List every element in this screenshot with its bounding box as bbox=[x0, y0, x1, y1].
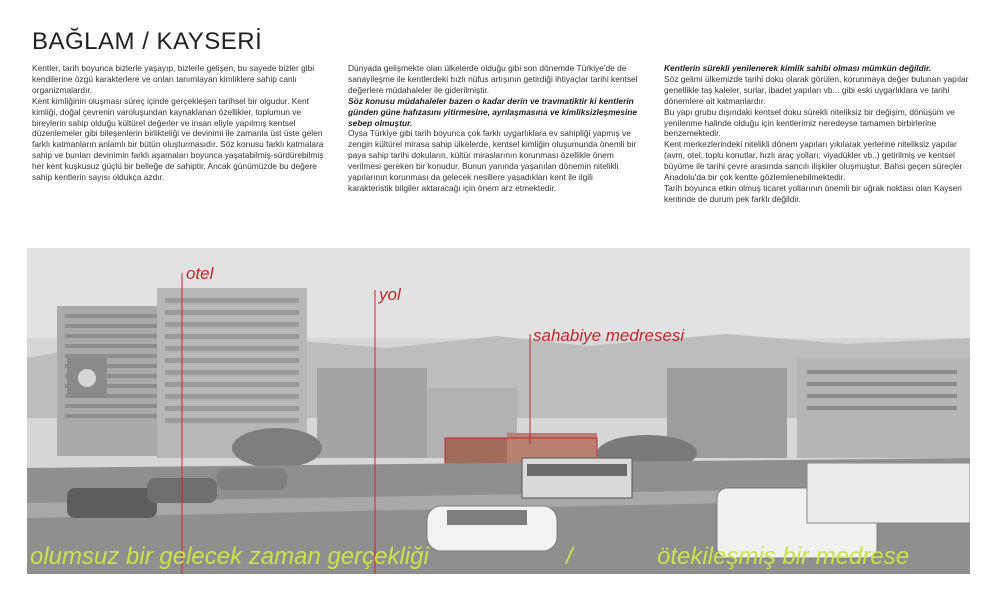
text-column-3 bbox=[664, 63, 969, 205]
emphasis-paragraph: Kentlerin sürekli yenilenerek kimlik sahibi olması mümkün değildir. bbox=[664, 63, 932, 73]
paragraph: Kentler, tarih boyunca bizlerle yaşayıp, bizlerle gelişen, bu sayede bizler gibi kendilerine özgü karakterlere ve onları tanımlayan kimliklere sahip canlı organizmalardır. bbox=[32, 63, 315, 95]
text-column-2 bbox=[348, 63, 638, 194]
label-yol: yol bbox=[379, 285, 401, 304]
paragraph: Tarih boyunca etkin olmuş ticaret yollarının önemli bir uğrak noktası olan Kayseri kentinde de durum pek farklı değildir. bbox=[664, 182, 962, 204]
paragraph: Kent kimliğinin oluşması süreç içinde gerçekleşen tarihsel bir olgudur. Kent kimliği, doğal çevrenin varoluşundan kaynaklanan özellikler, toplumun ve bireylerin sahip olduğu kültürel değerler ve insan eliyle yapılmış kentsel düzenlemeler gibi bileşenlerin birlikteliği ve devinimi ile zamanla üst üste gelen farklı katmanların anlamlı bir bütün oluşturmasıdır. Söz konusu farklı katmalara sahip ve bunları devinimin farklı aşamaları boyunca yaşatabilmiş-sürdürebilmiş her kent kuşkusuz güçlü bir belleğe de sahiptir. Ancak günümüzde bu değere sahip kentlerin sayısı oldukça azdır. bbox=[32, 95, 324, 183]
caption-slash: / bbox=[566, 543, 573, 570]
label-sahabiye-medresesi: sahabiye medresesi bbox=[533, 326, 685, 345]
paragraph: Oysa Türkiye gibi tarih boyunca çok farklı uygarlıklara ev sahipliği yapmış ve zengin kültürel mirasa sahip ülkelerde, kentsel kimliğin oluşumunda önemli bir paya sahip tarihi dokuların, kültür miraslarının korunması özellikle önem verilmesi gereken bir konudur. Bunun yanında yaşanılan dönemin nitelikli yapılarının korunması da gelecek nesillere yaşadıkları kent ile ilgili karakteristik bilgiler aktaracağı için önem arz etmektedir. bbox=[348, 128, 637, 193]
emphasis-paragraph: Söz konusu müdahaleler bazen o kadar derin ve travmatiktir ki kentlerin günden güne hafızasını yitirmesine, ayrılaşmasına ve kimliksizleşmesine sebep olmuştur. bbox=[348, 95, 638, 128]
text-column-1 bbox=[32, 63, 327, 183]
caption-left: olumsuz bir gelecek zaman gerçekliği bbox=[30, 543, 429, 570]
street-photo-collage bbox=[27, 248, 970, 574]
caption-right: ötekileşmiş bir medrese bbox=[657, 543, 910, 570]
paragraph: Bu yapı grubu dışındaki kentsel doku sürekli niteliksiz bir değişim, dönüşüm ve yenilenme halinde olduğu için kentlerimiz neredeyse tamamen birbirlerine benzemektedir. bbox=[664, 106, 955, 139]
page-title: BAĞLAM / KAYSERİ bbox=[32, 28, 263, 55]
paragraph: Kent merkezlerindeki nitelikli dönem yapıları yıkılarak yerlerine niteliksiz yapılar (avm, otel, toplu konutlar, hızlı araç yolları, viyadükler vb..) getirilmiş ve kentsel büyüme ile tarihi çevre arasında sancılı ilişkiler oluşmuştur. Bahsi geçen süreçler Anadolu'da bir çok kentte gözlemlenebilmektedir. bbox=[664, 139, 963, 183]
paragraph: Dünyada gelişmekte olan ülkelerde olduğu gibi son dönemde Türkiye'de de sanayileşme ile kentlerdeki hızlı nüfus artışının getirdiği ihtiyaçlar tarihi kentsel değerlere müdahaleler ile giderilmiştir. bbox=[348, 63, 638, 95]
street-scene-illustration bbox=[27, 248, 970, 574]
label-otel: otel bbox=[186, 264, 214, 283]
paragraph: Söz gelimi ülkemizde tarihi doku olarak görülen, korunmaya değer bulunan yapılar genellikle taş kaleler, surlar, ibadet yapıları vb... gibi eski uygarlıklara ve tarihi dönemlere ait katmanlardır. bbox=[664, 73, 969, 106]
